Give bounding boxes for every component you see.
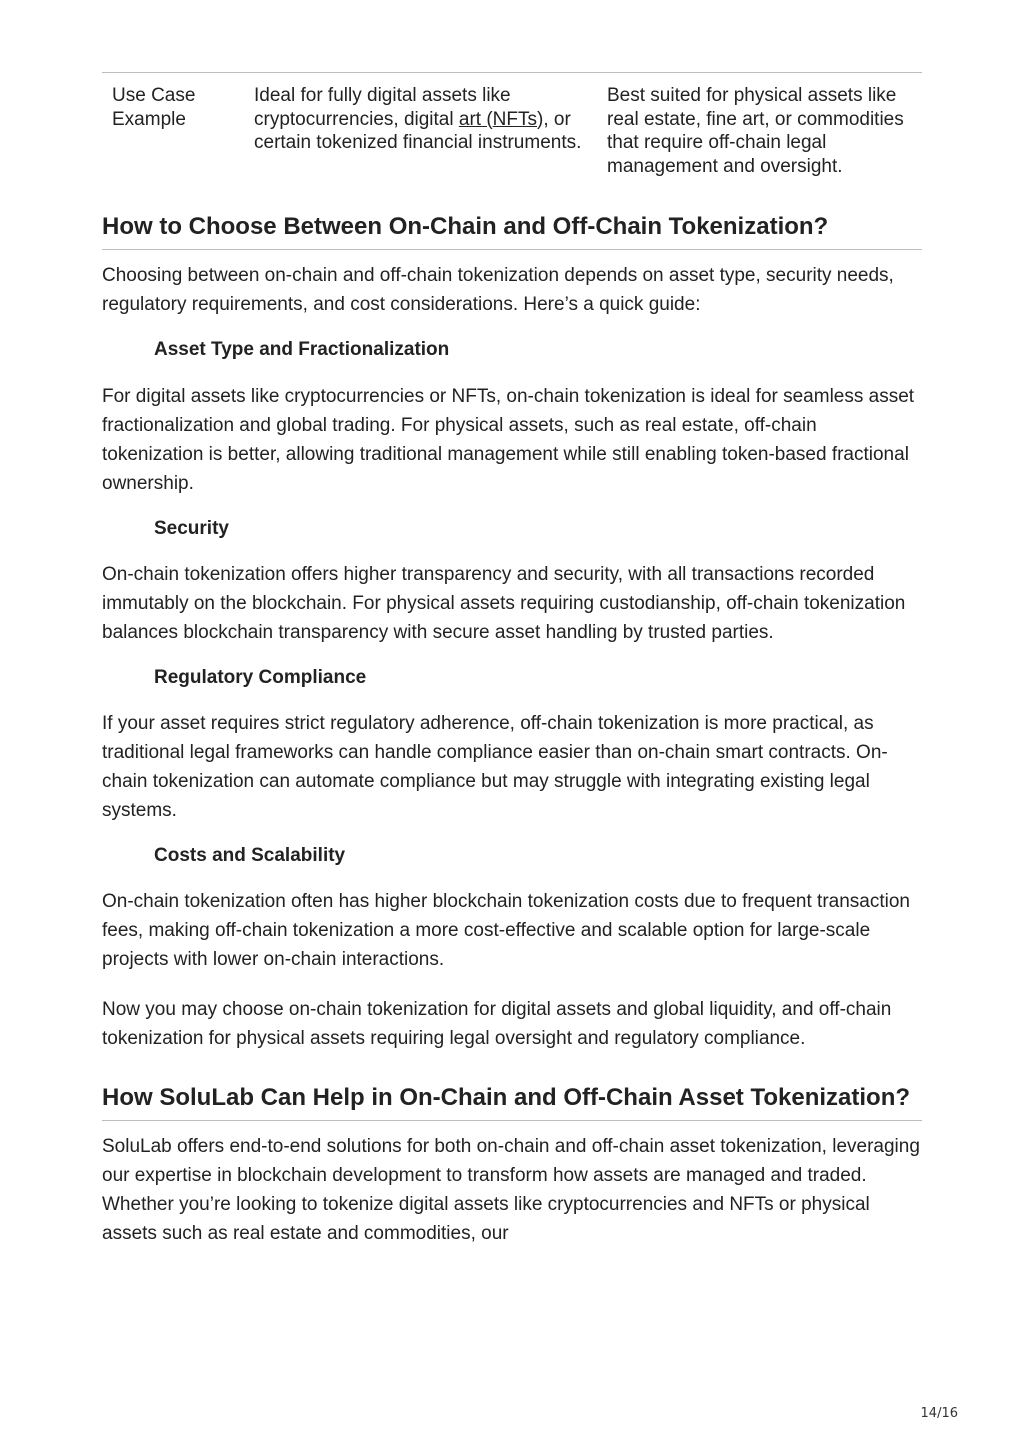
- table-cell-on-chain: [244, 84, 597, 178]
- paragraph-asset-type: For digital assets like cryptocurrencies or NFTs, on-chain tokenization is ideal for seamless asset fractionalization and global trading. For physical assets, such as real estate, off-chain tokenization is better, allowing traditional management while still enabling token-based fractional ownership.: [102, 386, 915, 494]
- paragraph-security: On-chain tokenization offers higher transparency and security, with all transactions recorded immutably on the blockchain. For physical assets requiring custodianship, off-chain tokenization balances blockchain transparency with secure asset handling by trusted parties.: [102, 564, 906, 643]
- document-page: [102, 72, 922, 1248]
- section-heading-solulab: [102, 1082, 922, 1121]
- on-chain-text-before: Ideal for fully digital assets like cryptocurrencies, digital: [254, 85, 511, 130]
- intro-paragraph: Choosing between on-chain and off-chain tokenization depends on asset type, security needs, regulatory requirements, and cost considerations. Here’s a quick guide:: [102, 265, 894, 315]
- section-heading-choose: [102, 211, 922, 250]
- page-number: 14/16: [920, 1406, 958, 1421]
- heading-solulab: How SoluLab Can Help in On-Chain and Off-Chain Asset Tokenization?: [102, 1084, 911, 1111]
- off-chain-text: Best suited for physical assets like real estate, fine art, or commodities that require off-chain legal management and oversight.: [607, 85, 904, 177]
- conclusion-paragraph: Now you may choose on-chain tokenization for digital assets and global liquidity, and off-chain tokenization for physical assets requiring legal oversight and regulatory compliance.: [102, 999, 892, 1049]
- table-cell-label: [102, 84, 244, 178]
- link-paren: (: [481, 108, 493, 130]
- art-link[interactable]: art: [458, 108, 482, 130]
- solulab-paragraph: SoluLab offers end-to-end solutions for both on-chain and off-chain asset tokenization, leveraging our expertise in blockchain development to transform how assets are managed and traded. Whether you’re looking to tokenize digital assets like cryptocurrencies and NFTs or physical assets such as real estate and commodities, our: [102, 1136, 920, 1244]
- subheading-regulatory: Regulatory Compliance: [154, 667, 367, 688]
- subheading-security: Security: [154, 518, 229, 539]
- paragraph-costs: On-chain tokenization often has higher blockchain tokenization costs due to frequent transaction fees, making off-chain tokenization a more cost-effective and scalable option for large-scale projects with lower on-chain interactions.: [102, 891, 911, 970]
- heading-choose: How to Choose Between On-Chain and Off-Chain Tokenization?: [102, 213, 829, 240]
- subheading-costs: Costs and Scalability: [154, 845, 346, 866]
- use-case-label: Use Case Example: [112, 85, 196, 130]
- table-row: [102, 73, 922, 178]
- nfts-link[interactable]: NFTs: [492, 108, 537, 130]
- subheading-asset-type: Asset Type and Fractionalization: [154, 339, 450, 360]
- paragraph-regulatory: If your asset requires strict regulatory adherence, off-chain tokenization is more practical, as traditional legal frameworks can handle compliance easier than on-chain smart contracts. On-chain tokenization can automate compliance but may struggle with integrating existing legal systems.: [102, 713, 888, 821]
- table-cell-off-chain: [597, 84, 922, 178]
- on-chain-text-after: ), or certain tokenized financial instruments.: [254, 108, 582, 153]
